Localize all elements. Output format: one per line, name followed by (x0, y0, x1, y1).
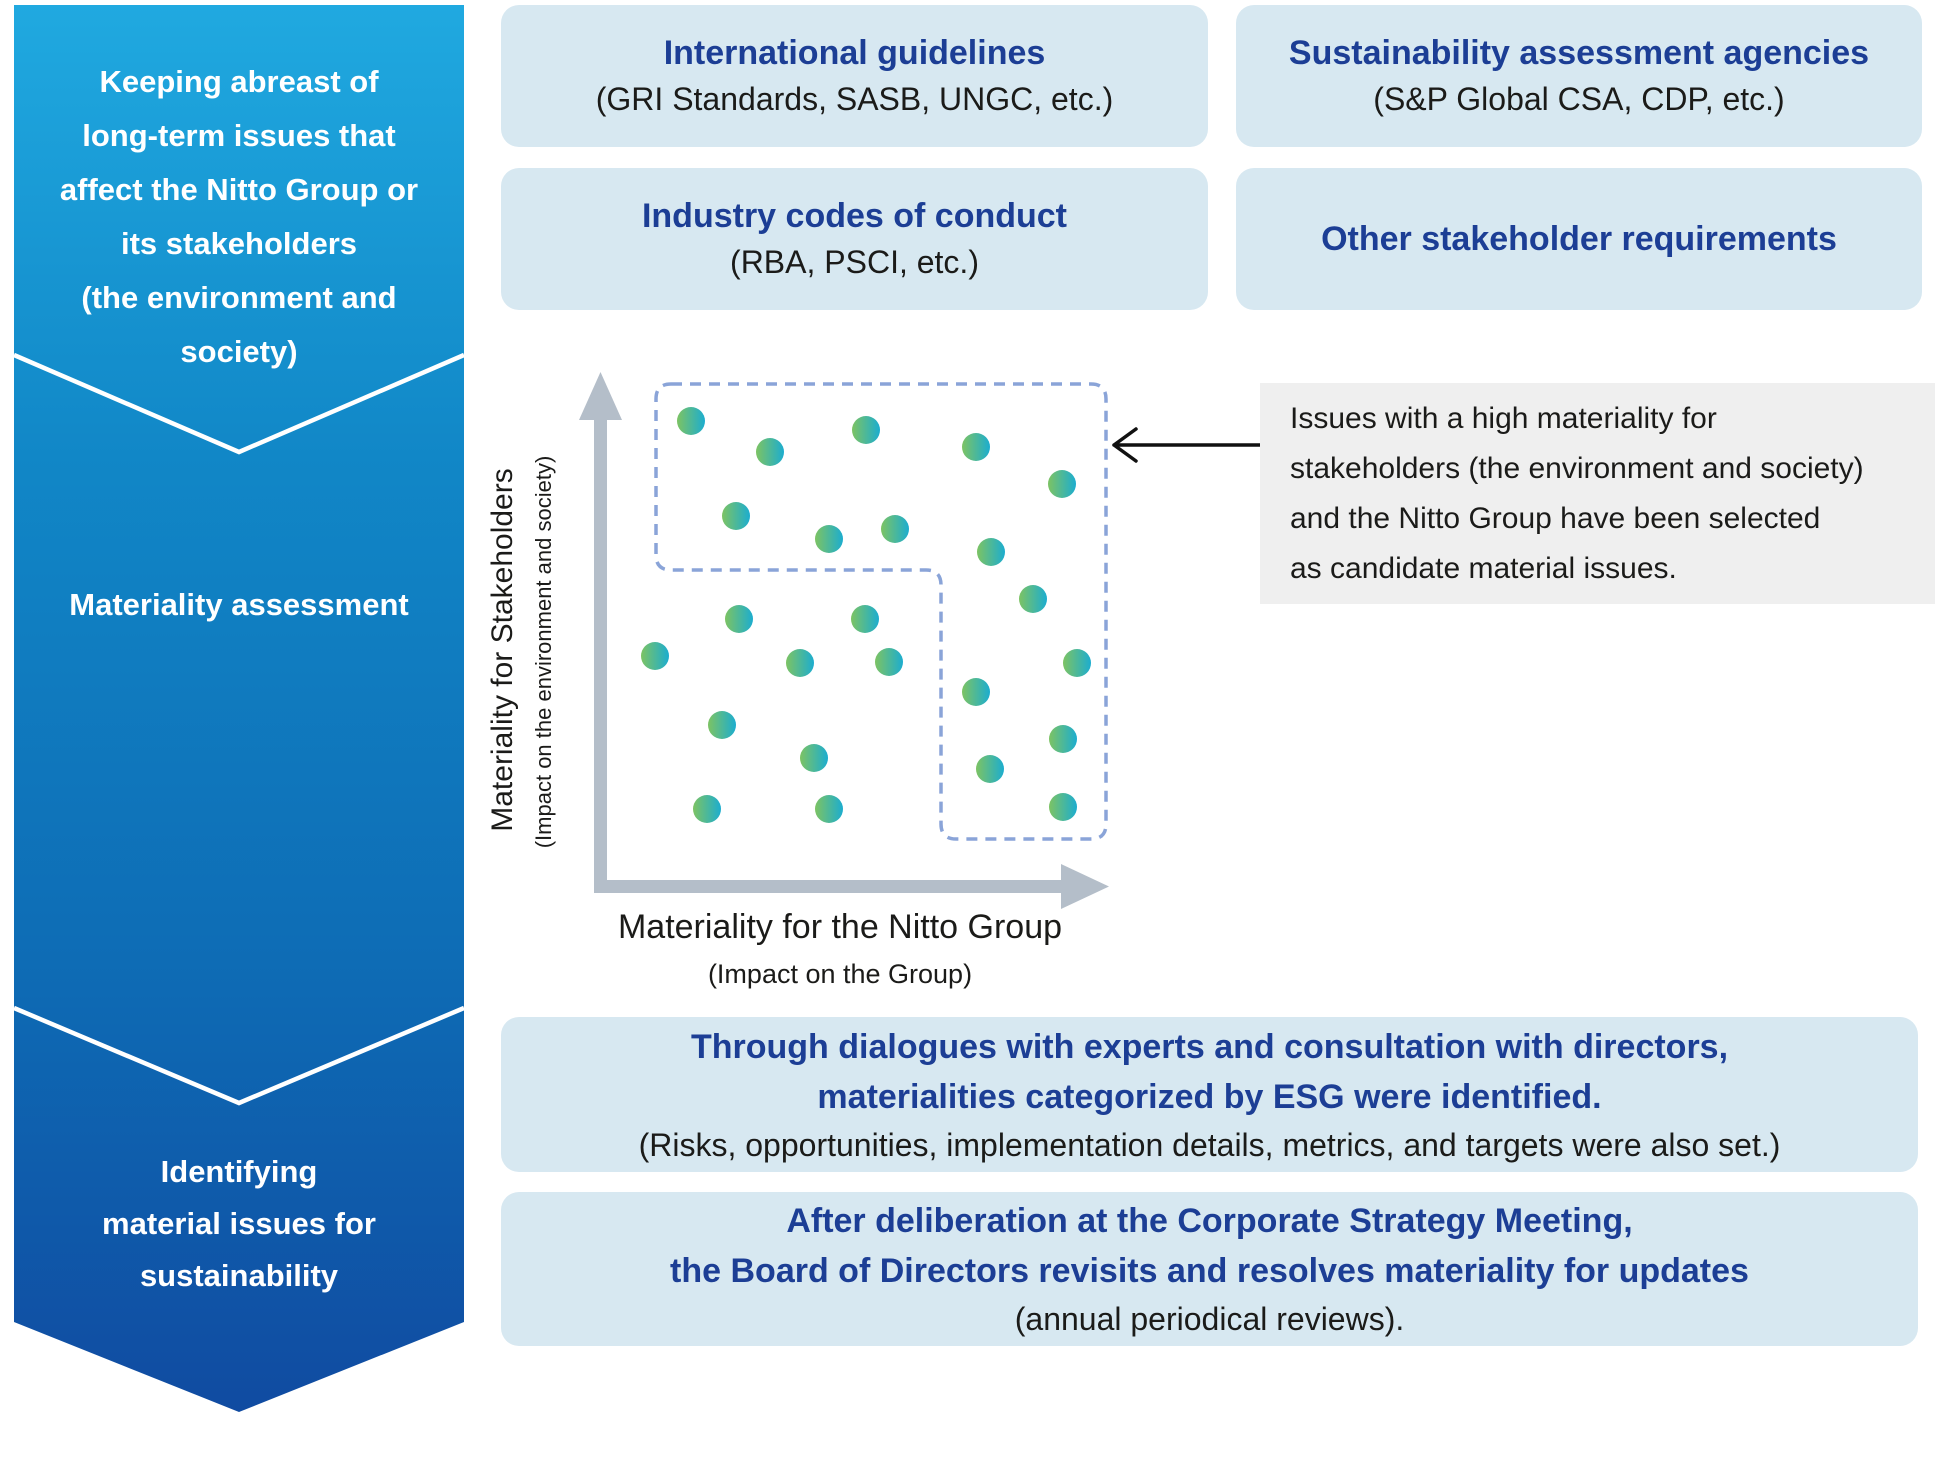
y-axis-shaft (594, 418, 607, 893)
box-title: Industry codes of conduct (641, 197, 1068, 235)
callout-arrow-icon (1114, 429, 1262, 461)
issue-dot (786, 649, 814, 677)
step-1-line: (the environment and (81, 280, 397, 315)
process-step-3-label (14, 1146, 464, 1302)
step-3-line: material issues for (102, 1206, 376, 1241)
x-axis-arrowhead-icon (1061, 864, 1109, 909)
step-1-line: Keeping abreast of (99, 64, 379, 99)
issue-dot (881, 515, 909, 543)
issue-dot (875, 648, 903, 676)
x-axis-label: Materiality for the Nitto Group (617, 908, 1063, 946)
issue-dot (800, 744, 828, 772)
source-box-assessment-agencies (1236, 5, 1922, 147)
result-box-board-resolution (501, 1192, 1918, 1346)
issue-dot (1048, 470, 1076, 498)
step-1-line: society) (180, 334, 298, 369)
issue-dot (976, 755, 1004, 783)
result-bold-line: After deliberation at the Corporate Strategy Meeting, (786, 1202, 1633, 1240)
issue-dot (1049, 725, 1077, 753)
issue-dot (677, 407, 705, 435)
annotation-line: Issues with a high materiality for (1290, 402, 1717, 435)
issue-dot (1063, 649, 1091, 677)
issue-dot (815, 795, 843, 823)
issue-dot (977, 538, 1005, 566)
step-1-line: long-term issues that (82, 118, 396, 153)
annotation-line: stakeholders (the environment and society) (1290, 452, 1864, 485)
result-bold-line: materialities categorized by ESG were identified. (817, 1077, 1602, 1116)
issue-dot (962, 433, 990, 461)
issue-dot (852, 416, 880, 444)
step-1-line: affect the Nitto Group or (59, 172, 419, 207)
result-box-esg-identification (501, 1017, 1918, 1172)
issue-dot (851, 605, 879, 633)
issue-dot (693, 795, 721, 823)
issue-dots (641, 407, 1091, 823)
box-title: International guidelines (663, 34, 1046, 72)
result-bold-line: the Board of Directors revisits and resolves materiality for updates (670, 1252, 1749, 1290)
issue-dot (722, 502, 750, 530)
source-box-industry-codes (501, 168, 1208, 310)
step-2-line: Materiality assessment (69, 587, 409, 622)
source-box-international-guidelines (501, 5, 1208, 147)
y-axis-arrowhead-icon (579, 372, 622, 420)
step-1-line: its stakeholders (120, 226, 358, 261)
annotation-line: and the Nitto Group have been selected (1290, 502, 1821, 535)
box-subtitle: (RBA, PSCI, etc.) (730, 244, 979, 280)
result-bold-line: Through dialogues with experts and consultation with directors, (690, 1027, 1729, 1066)
box-title: Other stakeholder requirements (1321, 220, 1837, 258)
x-axis-shaft (594, 880, 1063, 893)
issue-dot (641, 642, 669, 670)
y-axis-sublabel: (Impact on the environment and society) (531, 455, 556, 849)
result-note-line: (Risks, opportunities, implementation details, metrics, and targets were also set.) (638, 1126, 1781, 1163)
issue-dot (1019, 585, 1047, 613)
x-axis-sublabel: (Impact on the Group) (707, 959, 973, 989)
y-axis-label: Materiality for Stakeholders (486, 468, 519, 832)
issue-dot (756, 438, 784, 466)
issue-dot (1049, 793, 1077, 821)
process-step-1-label (14, 55, 464, 379)
issue-dot (962, 678, 990, 706)
box-subtitle: (GRI Standards, SASB, UNGC, etc.) (595, 81, 1114, 117)
step-3-line: sustainability (139, 1258, 339, 1293)
high-materiality-annotation (1260, 383, 1935, 604)
issue-dot (815, 525, 843, 553)
issue-dot (708, 711, 736, 739)
issue-dot (725, 605, 753, 633)
result-note-line: (annual periodical reviews). (1014, 1301, 1405, 1337)
step-3-line: Identifying (160, 1154, 318, 1189)
process-step-2-label (14, 585, 464, 625)
annotation-line: as candidate material issues. (1290, 552, 1677, 585)
materiality-scatter-plot (470, 360, 1270, 1000)
box-title: Sustainability assessment agencies (1288, 34, 1870, 72)
axes (579, 372, 1109, 909)
source-box-other-stakeholder-requirements (1236, 168, 1922, 310)
box-subtitle: (S&P Global CSA, CDP, etc.) (1373, 81, 1785, 117)
